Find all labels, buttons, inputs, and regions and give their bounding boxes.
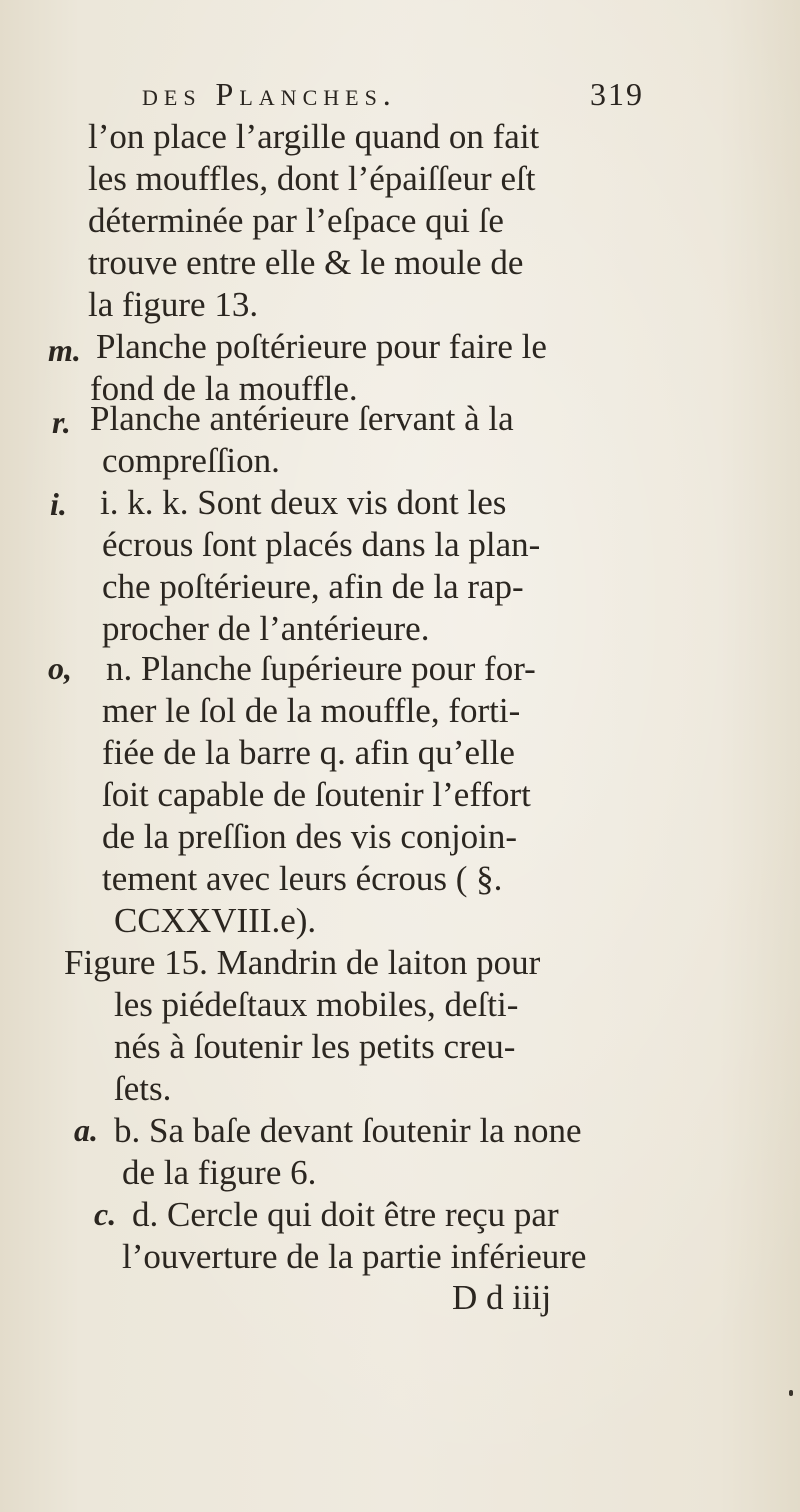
signature-mark: D d iiij: [452, 1278, 552, 1317]
text-line-20: CCXXVIII.e).: [114, 901, 317, 940]
text-line-5: la figure 13.: [88, 285, 259, 324]
text-line-19: tement avec leurs écrous ( §.: [102, 859, 503, 898]
text-line-25: b. Sa baſe devant ſoutenir la none: [114, 1111, 582, 1150]
text-line-3: déterminée par l’eſpace qui ſe: [88, 201, 504, 240]
ink-speck: [789, 1390, 793, 1396]
text-line-2: les mouffles, dont l’épaiſſeur eſt: [88, 159, 536, 198]
margin-label-r: r.: [52, 404, 71, 440]
text-line-27: d. Cercle qui doit être reçu par: [132, 1195, 559, 1234]
text-line-21: Figure 15. Mandrin de laiton pour: [64, 943, 541, 982]
text-line-18: de la preſſion des vis conjoin-: [102, 817, 518, 856]
margin-label-m: m.: [48, 332, 81, 368]
text-line-8: Planche antérieure ſervant à la: [90, 399, 514, 438]
margin-label-i: i.: [50, 486, 67, 522]
text-line-14: n. Planche ſupérieure pour for-: [106, 649, 536, 688]
text-line-4: trouve entre elle & le moule de: [88, 243, 524, 282]
margin-label-o: o,: [48, 650, 72, 686]
text-line-13: procher de l’antérieure.: [102, 609, 430, 648]
text-line-22: les piédeſtaux mobiles, deſti-: [114, 985, 519, 1024]
text-line-15: mer le ſol de la mouffle, forti-: [102, 691, 521, 730]
text-line-11: écrous ſont placés dans la plan-: [102, 525, 541, 564]
text-line-23: nés à ſoutenir les petits creu-: [114, 1027, 516, 1066]
running-title: des Planches.: [142, 76, 397, 112]
text-line-7: fond de la mouffle.: [90, 369, 358, 408]
page-number: 319: [590, 76, 644, 112]
text-line-16: fiée de la barre q. afin qu’elle: [102, 733, 515, 772]
margin-label-c: c.: [94, 1196, 117, 1232]
text-line-26: de la figure 6.: [122, 1153, 317, 1192]
text-line-9: compreſſion.: [102, 441, 280, 480]
text-line-28: l’ouverture de la partie inférieure: [122, 1237, 587, 1276]
text-line-10: i. k. k. Sont deux vis dont les: [100, 483, 507, 522]
text-line-6: Planche poſtérieure pour faire le: [96, 327, 547, 366]
text-line-12: che poſtérieure, afin de la rap-: [102, 567, 524, 606]
running-header: [142, 76, 662, 120]
text-line-24: ſets.: [114, 1069, 172, 1108]
text-line-1: l’on place l’argille quand on fait: [88, 117, 540, 156]
margin-label-a: a.: [74, 1112, 98, 1148]
text-line-17: ſoit capable de ſoutenir l’effort: [102, 775, 531, 814]
